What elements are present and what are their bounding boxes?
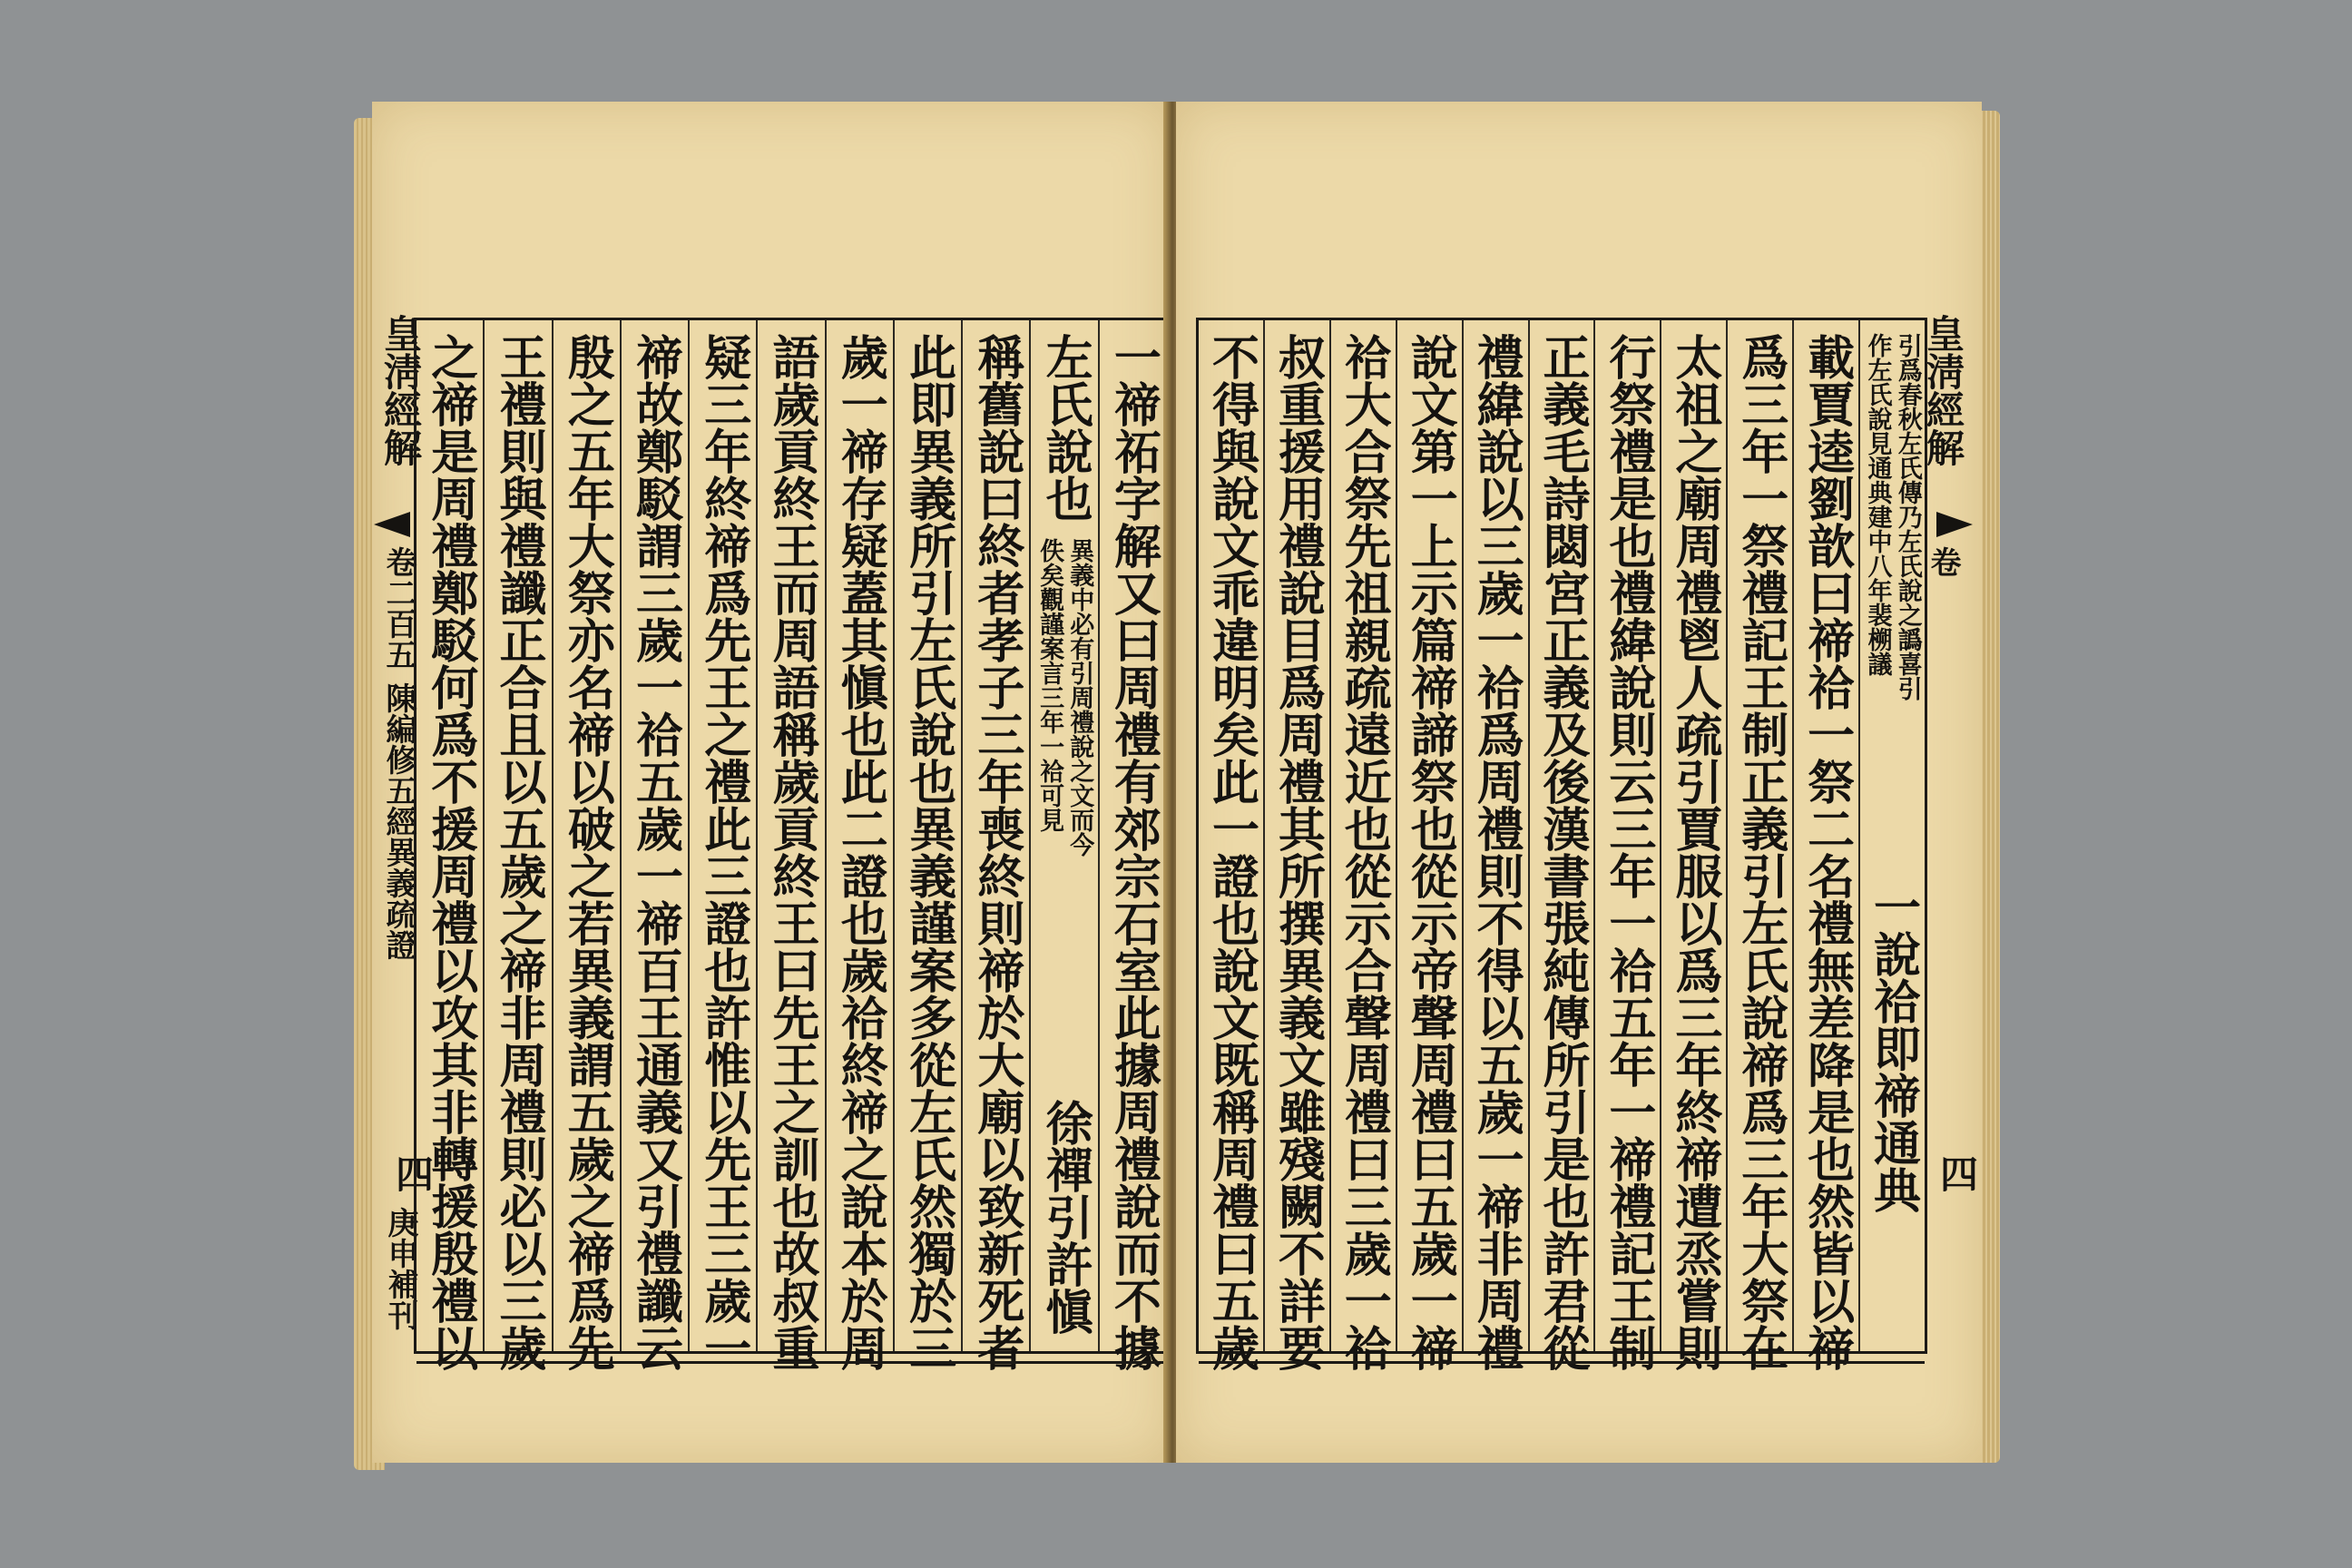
text-column: 不得與說文乖違明矣此一證也說文既稱周禮曰五歲 [1203, 333, 1259, 1371]
text-column: 祫大合祭先祖親疏遠近也從示合聲周禮曰三歲一祫 [1329, 320, 1396, 1351]
text-column: 載賈逵劉歆曰禘祫一祭二名禮無差降是也然皆以禘 [1792, 320, 1858, 1351]
open-book [354, 102, 2000, 1470]
left-page [372, 102, 1171, 1463]
right-heading-volume: 卷 [1925, 546, 1961, 577]
left-heading-title: 陳編修五經異義疏證 [380, 682, 416, 960]
annotation-note: 異義中必有引周禮說之文而今 佚矣觀謹案言三年一祫可見 [1035, 538, 1094, 857]
text-column: 太祖之廟周禮鬯人疏引賈服以爲三年終禘遭烝嘗則 [1660, 320, 1726, 1351]
text-column: 行祭禮是也禮緯說則云三年一祫五年一禘禮記王制 [1593, 320, 1660, 1351]
annotation-note: 引爲春秋左氏傳乃左氏說之譌喜引 作左氏說見通典建中八年裴㮶議 [1863, 333, 1922, 701]
right-page-number: 四 [1935, 1154, 1979, 1192]
text-column: 禘故鄭駁謂三歲一祫五歲一禘百王通義又引禮讖云 [620, 320, 688, 1351]
text-column: 王禮則與禮讖正合且以五歲之禘非周禮則必以三歲 [483, 320, 551, 1351]
left-heading-volume: 卷二百五 [380, 546, 416, 670]
right-page [1176, 102, 1982, 1463]
fish-tail-mark [374, 512, 410, 537]
right-heading: 皇淸經解 [1921, 314, 1965, 466]
left-colophon: 庚申補刊 [382, 1207, 418, 1330]
text-column: 一禘祏字解又曰周禮有郊宗石室此據周禮說而不據 [1098, 320, 1166, 1351]
text-column: 爲三年一祭禮記王制正義引左氏說禘爲三年大祭在 [1726, 320, 1792, 1351]
text-column: 語歲貢終王而周語稱歲貢終王曰先王之訓也故叔重 [756, 320, 824, 1351]
left-page-number: 四 [390, 1154, 435, 1192]
left-text-frame [414, 318, 1169, 1371]
text-column: 此即異義所引左氏說也異義謹案多從左氏然獨於三 [893, 320, 961, 1351]
text-column: 禮緯說以三歲一祫爲周禮則不得以五歲一禘非周禮 [1462, 320, 1528, 1351]
fish-tail-mark [1936, 512, 1973, 537]
text-column: 之禘是周禮鄭駁何爲不援周禮以攻其非轉援殷禮以 [422, 333, 478, 1371]
right-text-frame [1196, 318, 1927, 1371]
text-column: 疑三年終禘爲先王之禮此三證也許惟以先王三歲一 [688, 320, 756, 1351]
text-column: 正義毛詩閟宮正義及後漢書張純傳所引是也許君從 [1528, 320, 1594, 1351]
text-column: 歲一禘存疑蓋其愼也此二證也歲祫終禘之說本於周 [825, 320, 893, 1351]
text-column: 殷之五年大祭亦名禘以破之若異義謂五歲之禘爲先 [552, 320, 620, 1351]
text-column: 左氏說也 異義中必有引周禮說之文而今 佚矣觀謹案言三年一祫可見 徐禪引許愼 [1029, 320, 1097, 1351]
text-column: 引爲春秋左氏傳乃左氏說之譌喜引 作左氏說見通典建中八年裴㮶議 一說祫即禘通典 [1858, 320, 1925, 1351]
text-column: 說文第一上示篇禘諦祭也從示帝聲周禮曰五歲一禘 [1396, 320, 1462, 1351]
text-column: 叔重援用禮說目爲周禮其所撰異義文雖殘闕不詳要 [1263, 320, 1329, 1351]
text-column: 稱舊說曰終者孝子三年喪終則禘於大廟以致新死者 [961, 320, 1029, 1351]
left-heading: 皇淸經解 [378, 314, 423, 466]
